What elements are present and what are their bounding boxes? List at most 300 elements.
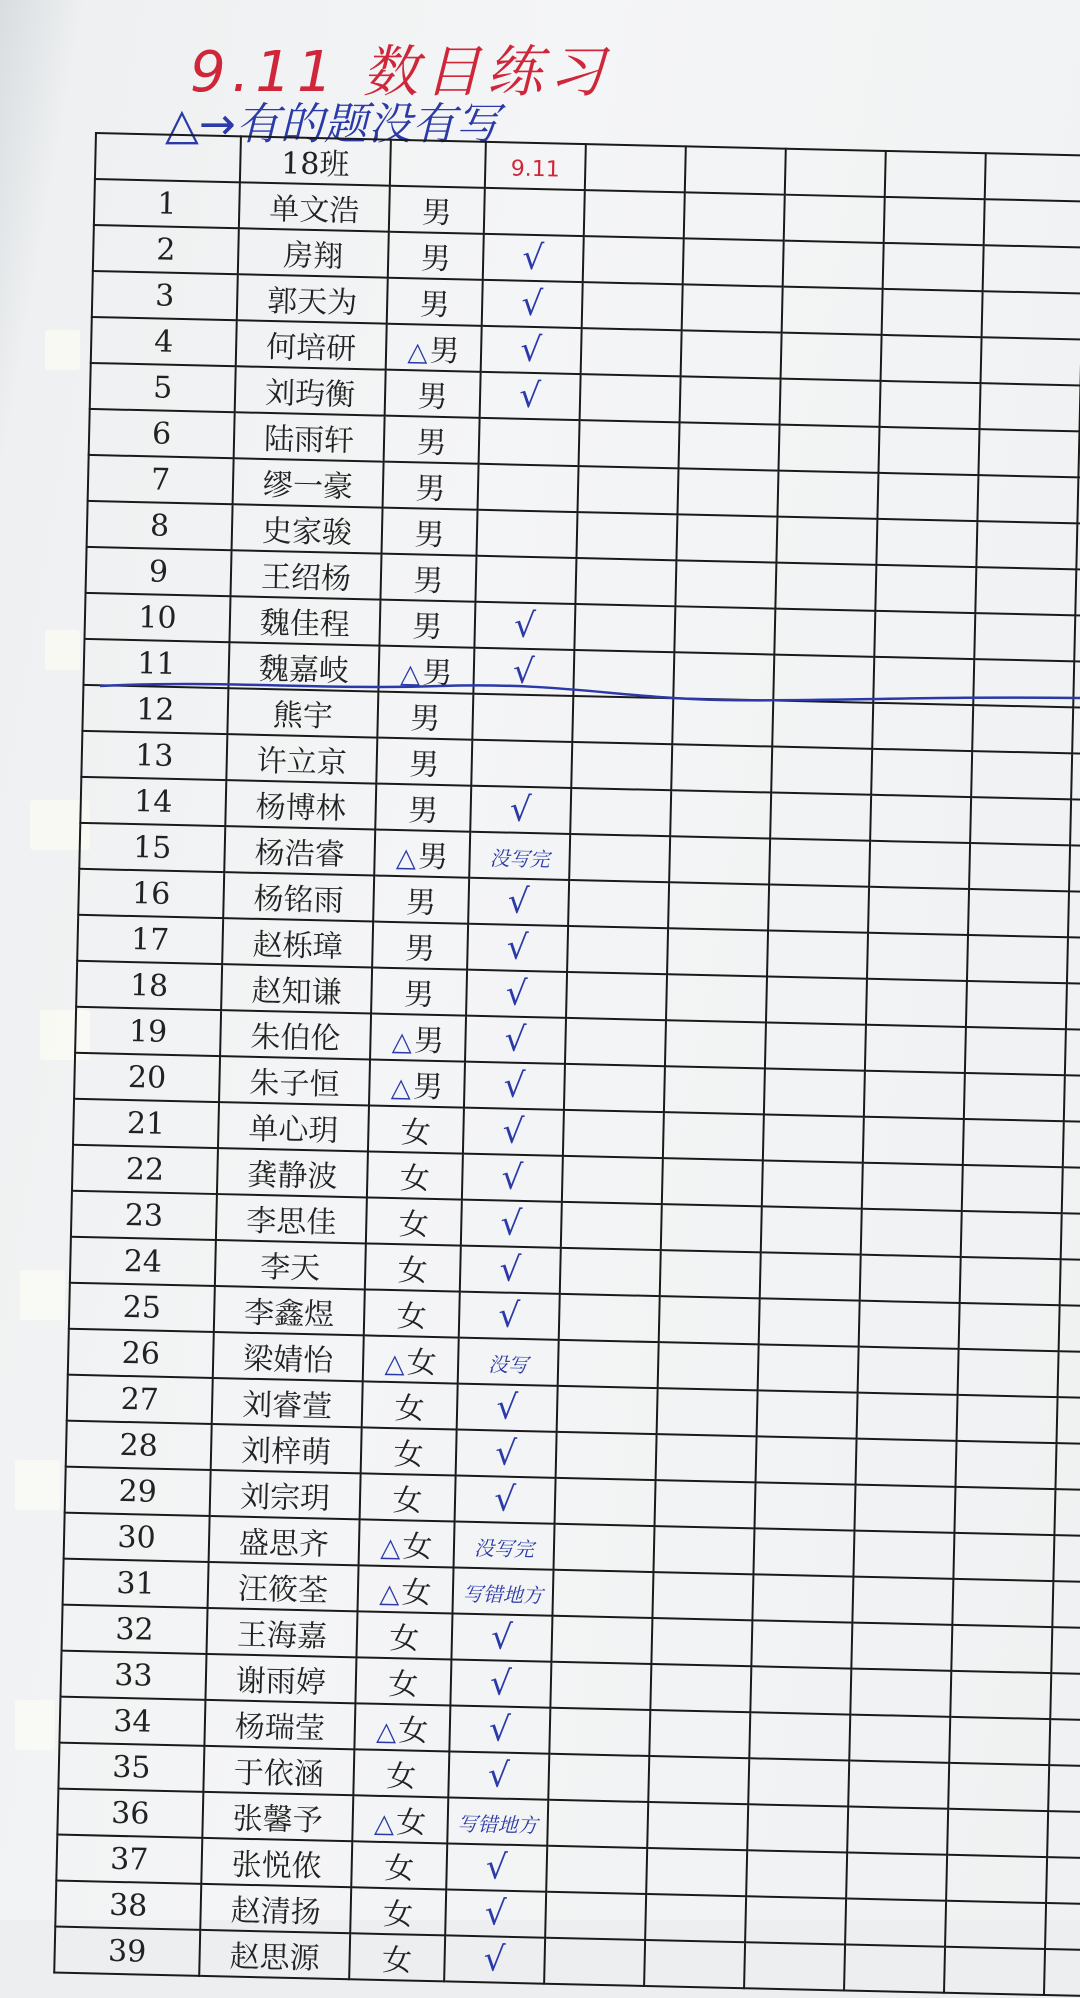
student-name: 许立京 <box>226 734 377 783</box>
student-gender <box>360 1473 456 1521</box>
student-gender <box>379 600 475 648</box>
student-gender <box>376 738 472 786</box>
completion-mark-cell <box>445 1889 546 1937</box>
empty-cell <box>859 1301 960 1349</box>
empty-cell <box>547 1800 648 1848</box>
empty-cell <box>747 1804 848 1852</box>
empty-cell <box>780 379 881 427</box>
gender-label: 女 <box>397 1713 429 1749</box>
empty-cell <box>676 514 777 562</box>
empty-cell <box>1053 1535 1080 1583</box>
empty-cell <box>1068 891 1080 939</box>
completion-mark-cell <box>458 1338 559 1386</box>
empty-cell <box>1074 615 1080 663</box>
student-number: 1 <box>94 179 240 228</box>
empty-cell <box>558 1340 659 1388</box>
empty-cell <box>1069 845 1080 893</box>
empty-cell <box>970 797 1071 845</box>
gender-label: 女 <box>396 1299 428 1335</box>
student-number: 3 <box>92 271 238 320</box>
gender-label: 男 <box>417 839 449 876</box>
empty-cell <box>759 1298 860 1346</box>
empty-cell <box>981 337 1080 385</box>
empty-cell <box>774 609 875 657</box>
completion-mark-cell <box>455 1476 556 1524</box>
gender-label: 男 <box>420 241 452 278</box>
empty-cell <box>851 1623 952 1671</box>
check-mark-icon: √ <box>513 605 537 647</box>
handwritten-note: 写错地方 <box>457 1811 538 1837</box>
empty-cell <box>745 1896 846 1944</box>
student-gender <box>383 462 479 510</box>
empty-cell <box>751 1620 852 1668</box>
student-name: 缪一豪 <box>233 458 384 507</box>
empty-cell <box>850 1669 951 1717</box>
gender-label: 女 <box>387 1667 419 1703</box>
empty-cell <box>961 1211 1062 1259</box>
empty-cell <box>668 882 769 930</box>
empty-cell <box>865 1025 966 1073</box>
gender-label: 女 <box>381 1942 413 1979</box>
student-number: 37 <box>56 1835 202 1884</box>
empty-cell <box>557 1386 658 1434</box>
empty-cell <box>968 889 1069 937</box>
empty-cell <box>854 1485 955 1533</box>
empty-cell <box>1059 1305 1080 1353</box>
gender-label: 男 <box>405 885 437 921</box>
empty-cell <box>749 1712 850 1760</box>
triangle-flag-icon: △ <box>407 337 428 368</box>
empty-cell <box>1054 1489 1080 1537</box>
student-name: 汪筱荃 <box>208 1562 359 1611</box>
empty-cell <box>746 1850 847 1898</box>
gender-label: 男 <box>417 379 448 416</box>
student-name: 赵思源 <box>199 1930 350 1979</box>
student-number: 2 <box>93 225 239 274</box>
student-number: 33 <box>60 1651 206 1700</box>
empty-cell <box>553 1524 654 1572</box>
empty-cell <box>881 335 982 383</box>
student-number: 30 <box>64 1513 210 1562</box>
handwritten-note: 没写完 <box>473 1535 535 1561</box>
gender-label: 女 <box>395 1805 427 1841</box>
check-mark-icon: √ <box>493 1479 517 1520</box>
empty-cell <box>576 512 677 560</box>
student-number: 10 <box>84 593 230 642</box>
check-mark-icon: √ <box>518 375 542 417</box>
student-name: 刘宗玥 <box>210 1470 361 1519</box>
empty-cell <box>852 1577 953 1625</box>
header-empty-cell <box>585 144 686 192</box>
empty-cell <box>1076 523 1080 571</box>
student-number: 4 <box>91 317 237 366</box>
empty-cell <box>1058 1351 1080 1399</box>
empty-cell <box>1055 1443 1080 1491</box>
empty-cell <box>670 790 771 838</box>
completion-mark-cell <box>466 970 567 1018</box>
check-mark-icon: √ <box>485 1847 509 1888</box>
empty-cell <box>663 1112 764 1160</box>
class-name: 18班 <box>240 136 391 185</box>
legend-note: △→有的题没有写 <box>165 99 500 150</box>
empty-cell <box>660 1250 761 1298</box>
gender-label: 男 <box>416 425 447 462</box>
empty-cell <box>776 517 877 565</box>
completion-mark-cell <box>465 1016 566 1064</box>
student-gender <box>362 1381 458 1429</box>
empty-cell <box>876 519 977 567</box>
student-gender <box>389 186 485 234</box>
header-empty-cell <box>685 146 786 194</box>
empty-cell <box>757 1390 858 1438</box>
empty-cell <box>766 976 867 1024</box>
student-number: 6 <box>89 409 235 458</box>
empty-cell <box>884 197 985 245</box>
completion-mark-cell <box>448 1751 549 1799</box>
student-number: 19 <box>75 1007 221 1056</box>
completion-mark-cell <box>459 1292 560 1340</box>
gender-label: 男 <box>421 195 453 232</box>
empty-cell <box>546 1846 647 1894</box>
empty-cell <box>1047 1811 1080 1859</box>
empty-cell <box>856 1439 957 1487</box>
student-number: 24 <box>70 1237 216 1286</box>
handwritten-note: 写错地方 <box>462 1581 544 1608</box>
student-gender <box>351 1841 447 1889</box>
empty-cell <box>646 1848 747 1896</box>
empty-cell <box>578 466 679 514</box>
empty-cell <box>645 1894 746 1942</box>
check-mark-icon: √ <box>521 237 545 279</box>
student-number: 27 <box>67 1375 213 1424</box>
check-mark-icon: √ <box>507 881 530 923</box>
student-gender <box>368 1105 464 1153</box>
empty-cell <box>653 1526 754 1574</box>
empty-cell <box>955 1441 1056 1489</box>
completion-mark-cell <box>479 418 580 466</box>
student-name: 陆雨轩 <box>234 412 385 461</box>
student-name: 张馨予 <box>202 1792 353 1841</box>
empty-cell <box>767 930 868 978</box>
student-name: 郭天为 <box>237 274 388 323</box>
check-mark-icon: √ <box>502 1111 525 1152</box>
check-mark-icon: √ <box>506 927 529 969</box>
empty-cell <box>582 282 683 330</box>
empty-cell <box>953 1533 1054 1581</box>
student-gender <box>358 1565 454 1613</box>
empty-cell <box>1051 1627 1080 1675</box>
empty-cell <box>1050 1673 1080 1721</box>
student-number: 29 <box>65 1467 211 1516</box>
student-gender <box>355 1657 451 1705</box>
completion-mark-cell <box>475 556 576 604</box>
tape-strip <box>45 630 80 670</box>
tape-strip <box>15 1700 55 1750</box>
empty-cell <box>948 1763 1049 1811</box>
empty-cell <box>675 560 776 608</box>
empty-cell <box>647 1802 748 1850</box>
student-number: 8 <box>87 501 233 550</box>
empty-cell <box>951 1625 1052 1673</box>
empty-cell <box>971 751 1072 799</box>
student-number: 17 <box>77 915 223 964</box>
student-gender <box>365 1243 461 1291</box>
empty-cell <box>954 1487 1055 1535</box>
student-name: 谢雨婷 <box>205 1654 356 1703</box>
empty-cell <box>583 236 684 284</box>
completion-mark-cell <box>451 1613 552 1661</box>
empty-cell <box>1075 569 1080 617</box>
empty-cell <box>1062 1167 1080 1215</box>
empty-cell <box>544 1938 645 1986</box>
student-number: 34 <box>59 1697 205 1746</box>
empty-cell <box>548 1754 649 1802</box>
empty-cell <box>880 381 981 429</box>
empty-cell <box>651 1618 752 1666</box>
empty-cell <box>979 383 1080 431</box>
empty-cell <box>944 1947 1045 1995</box>
empty-cell <box>564 1064 665 1112</box>
empty-cell <box>1052 1581 1080 1629</box>
empty-cell <box>844 1944 945 1992</box>
empty-cell <box>877 473 978 521</box>
check-mark-icon: √ <box>505 973 528 1015</box>
empty-cell <box>650 1664 751 1712</box>
empty-cell <box>947 1809 1048 1857</box>
completion-mark-cell <box>478 464 579 512</box>
empty-cell <box>784 195 885 243</box>
empty-cell <box>659 1296 760 1344</box>
completion-mark-cell <box>463 1108 564 1156</box>
empty-cell <box>563 1110 664 1158</box>
completion-mark-cell <box>474 602 575 650</box>
empty-cell <box>656 1434 757 1482</box>
empty-cell <box>769 838 870 886</box>
empty-cell <box>860 1255 961 1303</box>
empty-cell <box>683 238 784 286</box>
empty-cell <box>684 192 785 240</box>
student-gender <box>367 1151 463 1199</box>
completion-mark-cell <box>444 1935 545 1983</box>
empty-cell <box>550 1662 651 1710</box>
check-mark-icon: √ <box>489 1663 513 1704</box>
student-number: 20 <box>74 1053 220 1102</box>
student-gender <box>375 784 471 832</box>
empty-cell <box>964 1073 1065 1121</box>
date-label: 9.11 <box>510 155 561 183</box>
gender-label: 男 <box>408 747 440 783</box>
empty-cell <box>566 972 667 1020</box>
student-number: 31 <box>63 1559 209 1608</box>
check-mark-icon: √ <box>501 1157 524 1198</box>
completion-mark-cell <box>480 372 581 420</box>
student-gender <box>388 232 484 280</box>
gender-label: 男 <box>403 977 435 1013</box>
student-gender <box>387 278 483 326</box>
roster-table-wrapper <box>53 132 1080 1998</box>
student-gender <box>359 1519 455 1567</box>
empty-cell <box>556 1432 657 1480</box>
student-name: 李鑫煜 <box>214 1286 365 1335</box>
student-name: 杨瑞莹 <box>204 1700 355 1749</box>
check-mark-icon: √ <box>499 1249 522 1290</box>
empty-cell <box>561 1202 662 1250</box>
student-name: 魏佳程 <box>229 596 380 645</box>
student-number: 13 <box>81 731 227 780</box>
student-number: 15 <box>79 823 225 872</box>
empty-cell <box>667 928 768 976</box>
handwritten-note: 没写 <box>487 1351 529 1377</box>
empty-cell <box>976 521 1077 569</box>
empty-cell <box>983 245 1080 293</box>
empty-cell <box>744 1942 845 1990</box>
completion-mark-cell <box>464 1062 565 1110</box>
header-empty-cell <box>985 153 1080 201</box>
student-name: 王海嘉 <box>207 1608 358 1657</box>
handwritten-note: 没写完 <box>489 845 550 871</box>
empty-cell <box>869 841 970 889</box>
empty-cell <box>655 1480 756 1528</box>
empty-cell <box>861 1209 962 1257</box>
student-gender <box>370 1013 466 1061</box>
empty-cell <box>666 974 767 1022</box>
empty-cell <box>878 427 979 475</box>
header-empty-cell <box>95 133 241 182</box>
empty-cell <box>845 1898 946 1946</box>
check-mark-icon: √ <box>520 283 544 325</box>
empty-cell <box>765 1022 866 1070</box>
student-number: 35 <box>58 1743 204 1792</box>
gender-label: 女 <box>394 1391 426 1427</box>
empty-cell <box>1067 937 1080 985</box>
gender-label: 男 <box>413 1023 445 1060</box>
triangle-flag-icon: △ <box>373 1808 395 1840</box>
empty-cell <box>555 1478 656 1526</box>
student-gender <box>384 416 480 464</box>
empty-cell <box>569 834 670 882</box>
student-number: 7 <box>88 455 234 504</box>
empty-cell <box>966 981 1067 1029</box>
student-gender <box>352 1795 448 1843</box>
student-name: 魏嘉岐 <box>228 642 379 691</box>
empty-cell <box>565 1018 666 1066</box>
student-name: 何培研 <box>236 320 387 369</box>
student-number: 38 <box>55 1881 201 1930</box>
triangle-flag-icon: △ <box>390 1072 412 1104</box>
empty-cell <box>977 475 1078 523</box>
gender-label: 女 <box>392 1483 423 1519</box>
student-name: 刘睿萱 <box>212 1378 363 1427</box>
empty-cell <box>777 471 878 519</box>
empty-cell <box>644 1940 745 1988</box>
empty-cell <box>957 1395 1058 1443</box>
student-name: 赵知谦 <box>221 964 372 1013</box>
empty-cell <box>679 422 780 470</box>
empty-cell <box>648 1756 749 1804</box>
empty-cell <box>967 935 1068 983</box>
check-mark-icon: √ <box>509 789 533 831</box>
student-number: 39 <box>54 1927 200 1976</box>
student-name: 王绍杨 <box>231 550 382 599</box>
empty-cell <box>652 1572 753 1620</box>
tape-strip <box>45 330 80 370</box>
gender-label: 男 <box>419 287 451 324</box>
gender-label: 女 <box>402 1529 433 1566</box>
student-name: 盛思齐 <box>209 1516 360 1565</box>
gender-label: 女 <box>393 1437 424 1473</box>
empty-cell <box>750 1666 851 1714</box>
empty-cell <box>549 1708 650 1756</box>
empty-cell <box>567 926 668 974</box>
completion-mark-cell <box>467 924 568 972</box>
gender-label: 女 <box>401 1575 432 1612</box>
triangle-flag-icon: △ <box>379 1578 400 1610</box>
student-gender <box>356 1611 452 1659</box>
empty-cell <box>952 1579 1053 1627</box>
check-mark-icon: √ <box>497 1295 521 1336</box>
check-mark-icon: √ <box>487 1755 511 1796</box>
check-mark-icon: √ <box>495 1387 519 1428</box>
empty-cell <box>552 1570 653 1618</box>
student-number: 26 <box>68 1329 214 1378</box>
gender-label: 男 <box>404 931 436 967</box>
empty-cell <box>857 1393 958 1441</box>
tape-strip <box>20 1270 65 1320</box>
gender-label: 男 <box>407 793 439 829</box>
gender-label: 男 <box>415 471 446 508</box>
student-name: 朱伯伦 <box>220 1010 371 1059</box>
empty-cell <box>864 1071 965 1119</box>
empty-cell <box>770 793 871 841</box>
student-gender <box>371 968 467 1016</box>
completion-mark-cell <box>483 234 584 282</box>
header-empty-cell <box>390 140 486 188</box>
check-mark-icon: √ <box>504 1019 527 1061</box>
empty-cell <box>764 1068 865 1116</box>
student-gender <box>364 1289 460 1337</box>
empty-cell <box>1065 1029 1080 1077</box>
empty-cell <box>657 1388 758 1436</box>
student-name: 李思佳 <box>216 1194 367 1243</box>
empty-cell <box>945 1901 1046 1949</box>
student-gender <box>374 830 470 878</box>
empty-cell <box>846 1853 947 1901</box>
check-mark-icon: √ <box>488 1709 512 1750</box>
student-name: 单心玥 <box>218 1102 369 1151</box>
empty-cell <box>871 749 972 797</box>
completion-mark-cell <box>446 1843 547 1891</box>
completion-mark-cell <box>469 832 570 880</box>
empty-cell <box>862 1163 963 1211</box>
completion-mark-cell <box>457 1384 558 1432</box>
completion-mark-cell <box>482 280 583 328</box>
check-mark-icon: √ <box>503 1065 526 1107</box>
student-gender <box>382 508 478 556</box>
student-number: 36 <box>57 1789 203 1838</box>
student-number: 25 <box>69 1283 215 1332</box>
student-number: 16 <box>78 869 224 918</box>
student-gender <box>349 1933 445 1981</box>
student-number: 14 <box>80 777 226 826</box>
empty-cell <box>662 1158 763 1206</box>
empty-cell <box>761 1206 862 1254</box>
gender-label: 女 <box>397 1253 429 1289</box>
empty-cell <box>1046 1857 1080 1905</box>
empty-cell <box>753 1528 854 1576</box>
empty-cell <box>570 788 671 836</box>
empty-cell <box>962 1165 1063 1213</box>
empty-cell <box>1063 1121 1080 1169</box>
